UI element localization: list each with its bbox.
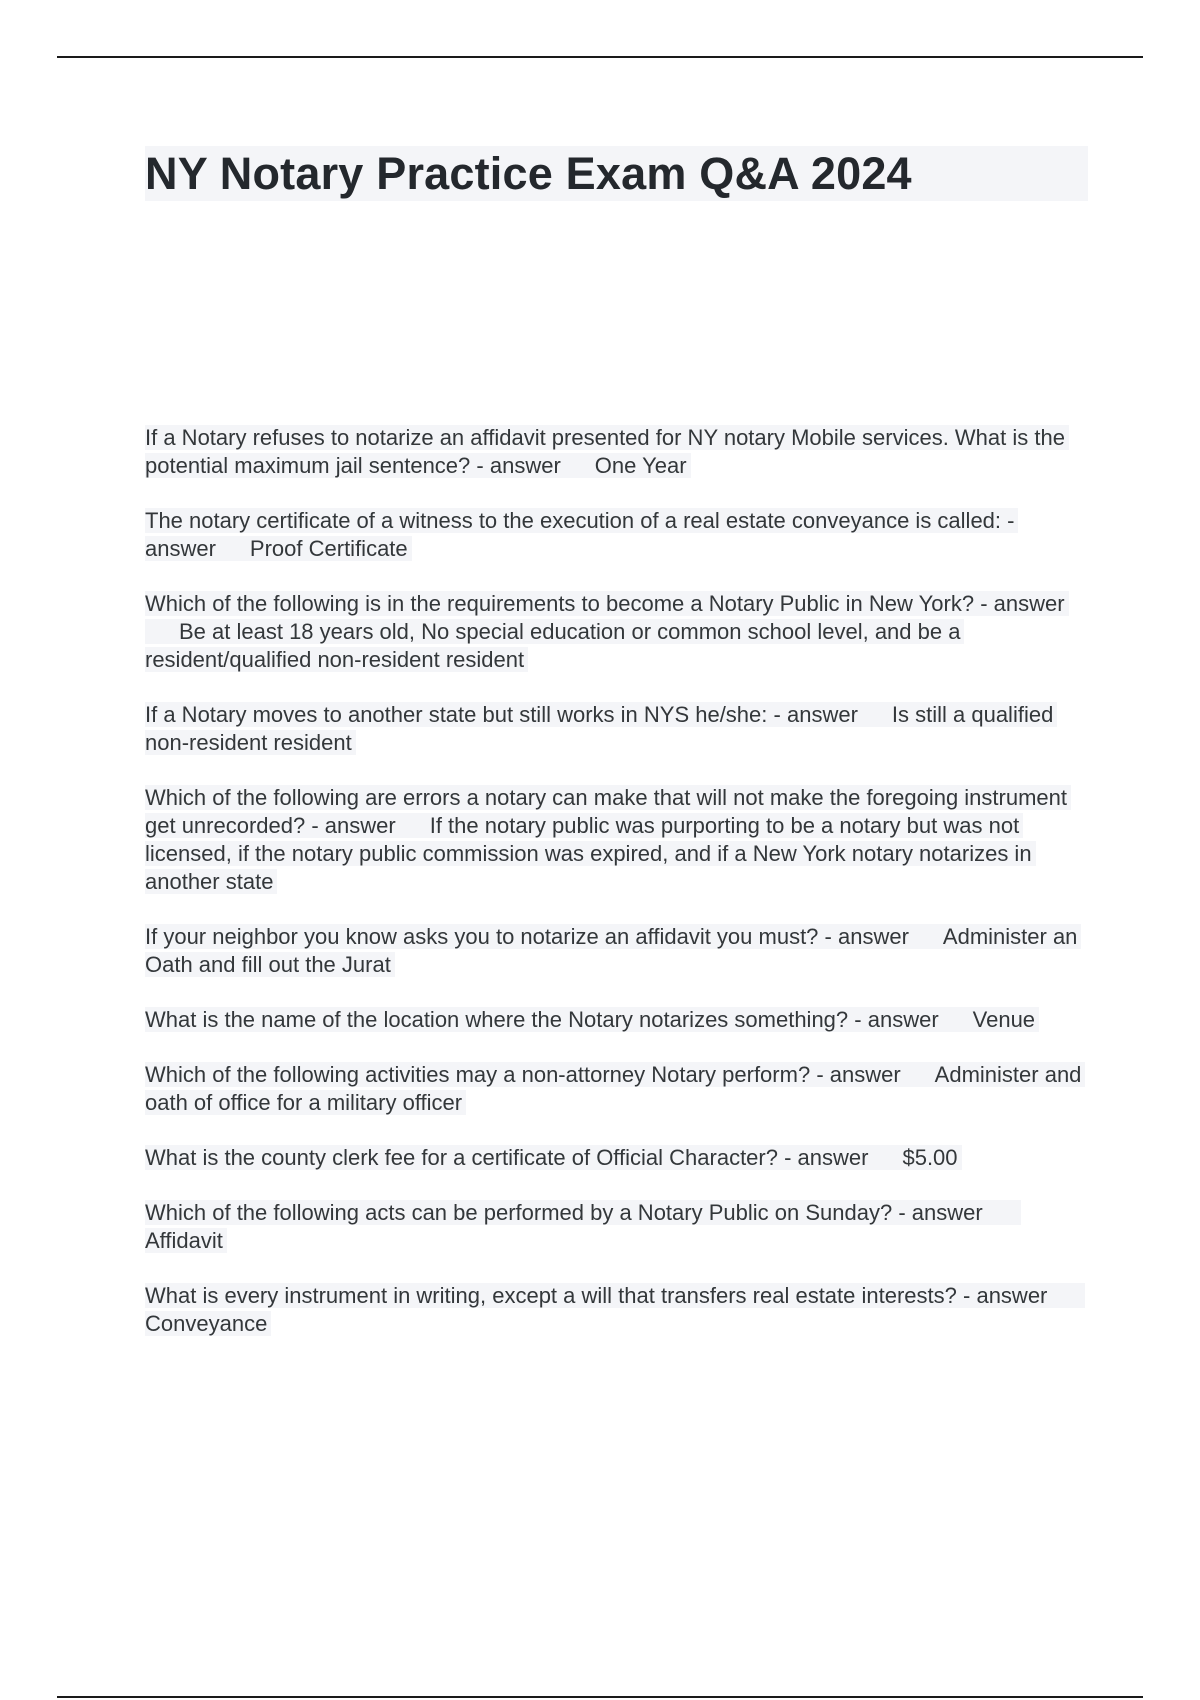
answer-marker: - answer (145, 508, 1015, 561)
qa-item (145, 1144, 1090, 1172)
qa-item (145, 784, 1090, 896)
answer-marker: - answer (824, 924, 909, 949)
qa-item (145, 1199, 1090, 1255)
answer-marker: - answer (980, 591, 1065, 616)
question-text: Which of the following is in the requirements to become a Notary Public in New York? (145, 591, 975, 616)
qa-list (145, 424, 1090, 1365)
answer-marker: - answer (476, 453, 561, 478)
answer-marker: - answer (784, 1145, 869, 1170)
answer-marker: - answer (898, 1200, 983, 1225)
top-rule (57, 56, 1143, 58)
question-text: Which of the following acts can be performed by a Notary Public on Sunday? (145, 1200, 893, 1225)
question-text: The notary certificate of a witness to the execution of a real estate conveyance is called: (145, 508, 1002, 533)
answer-marker: - answer (854, 1007, 939, 1032)
document-title: NY Notary Practice Exam Q&A 2024 (145, 146, 1088, 201)
answer-text: One Year (594, 453, 687, 478)
question-text: Which of the following activities may a non-attorney Notary perform? (145, 1062, 811, 1087)
answer-text: Administer an Oath and fill out the Jurat (145, 924, 1078, 977)
question-text: Which of the following are errors a notary can make that will not make the foregoing instrument get unrecorded? (145, 785, 1068, 838)
answer-text: Be at least 18 years old, No special education or common school level, and be a resident/qualified non-resident resident (145, 619, 961, 672)
answer-text: $5.00 (902, 1145, 958, 1170)
question-text: What is the name of the location where the Notary notarizes something? (145, 1007, 849, 1032)
qa-item (145, 424, 1090, 480)
answer-text: Affidavit (145, 1228, 223, 1253)
question-text: If a Notary refuses to notarize an affidavit presented for NY notary Mobile services. What is the potential maximum jail sentence? (145, 425, 1065, 478)
bottom-rule (57, 1696, 1143, 1698)
qa-item (145, 923, 1090, 979)
answer-marker: - answer (311, 813, 396, 838)
answer-text: Administer and oath of office for a military officer (145, 1062, 1082, 1115)
qa-item (145, 1061, 1090, 1117)
answer-text: Is still a qualified non-resident resident (145, 702, 1054, 755)
qa-item (145, 1006, 1090, 1034)
answer-marker: - answer (963, 1283, 1048, 1308)
answer-marker: - answer (773, 702, 858, 727)
qa-item (145, 590, 1090, 674)
answer-text: Proof Certificate (249, 536, 408, 561)
qa-item (145, 507, 1090, 563)
question-text: What is every instrument in writing, except a will that transfers real estate interests? (145, 1283, 957, 1308)
answer-text: Conveyance (145, 1311, 268, 1336)
answer-marker: - answer (816, 1062, 901, 1087)
qa-item (145, 1282, 1090, 1338)
question-text: If your neighbor you know asks you to notarize an affidavit you must? (145, 924, 819, 949)
question-text: What is the county clerk fee for a certificate of Official Character? (145, 1145, 778, 1170)
answer-text: If the notary public was purporting to be a notary but was not licensed, if the notary public commission was expired, and if a New York notary notarizes in another state (145, 813, 1032, 894)
answer-text: Venue (972, 1007, 1036, 1032)
question-text: If a Notary moves to another state but still works in NYS he/she: (145, 702, 768, 727)
qa-item (145, 701, 1090, 757)
